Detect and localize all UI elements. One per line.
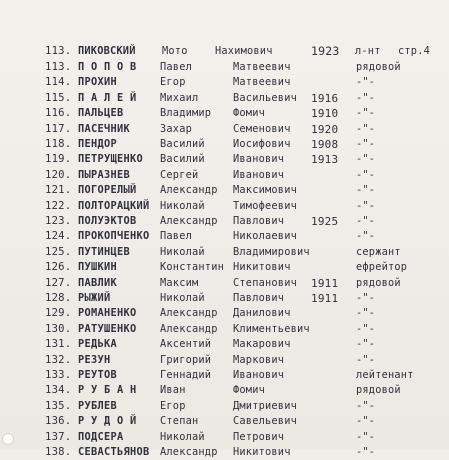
first-name: Аксентий bbox=[160, 338, 212, 351]
list-row bbox=[0, 306, 449, 321]
rank: -"- bbox=[356, 184, 376, 197]
patronymic: Иванович bbox=[233, 153, 285, 166]
patronymic: Иванович bbox=[233, 168, 285, 181]
surname: ПОГОРЕЛЫЙ bbox=[78, 184, 137, 197]
rank: -"- bbox=[356, 138, 376, 150]
row-number: 134. bbox=[45, 384, 72, 397]
first-name: Мото bbox=[162, 45, 188, 57]
list-row bbox=[0, 399, 449, 414]
first-name: Константин bbox=[160, 261, 224, 274]
birth-year: 1911 bbox=[311, 292, 339, 305]
list-row bbox=[0, 152, 449, 167]
surname: ПЕНДОР bbox=[78, 138, 117, 150]
first-name: Василий bbox=[160, 138, 205, 150]
list-row bbox=[0, 260, 449, 275]
list-row bbox=[0, 214, 449, 229]
patronymic: Семенович bbox=[233, 122, 291, 135]
rank: -"- bbox=[356, 338, 376, 351]
row-number: 132. bbox=[45, 353, 72, 366]
first-name: Егор bbox=[160, 399, 186, 412]
surname: РЕДЬКА bbox=[78, 338, 117, 351]
birth-year: 1910 bbox=[311, 107, 339, 121]
surname: РЕЗУН bbox=[78, 353, 111, 366]
first-name: Александр bbox=[160, 446, 218, 458]
rank: -"- bbox=[356, 76, 376, 89]
surname: Р У Б А Н bbox=[78, 384, 137, 397]
surname: ПРОХИН bbox=[78, 76, 117, 89]
row-number: 135. bbox=[45, 399, 72, 412]
list-row bbox=[0, 199, 449, 214]
surname: ПОДСЕРА bbox=[78, 430, 124, 443]
list-row bbox=[0, 137, 449, 152]
patronymic: Павлович bbox=[233, 215, 285, 227]
list-row bbox=[0, 183, 449, 198]
list-row bbox=[0, 322, 449, 337]
rank: рядовой bbox=[356, 276, 401, 289]
rank: -"- bbox=[356, 430, 376, 443]
row-number: 122. bbox=[45, 199, 72, 212]
first-name: Александр bbox=[160, 215, 218, 227]
first-name: Николай bbox=[160, 292, 205, 304]
rank: сержант bbox=[356, 245, 401, 258]
row-number: 128. bbox=[45, 292, 72, 304]
row-number: 136. bbox=[45, 415, 72, 428]
patronymic: Макарович bbox=[233, 338, 291, 351]
list-row bbox=[0, 75, 449, 90]
first-name: Геннадий bbox=[160, 369, 212, 381]
first-name: Захар bbox=[160, 122, 192, 135]
row-number: 119. bbox=[45, 153, 72, 166]
row-number: 126. bbox=[45, 261, 72, 274]
row-number: 118. bbox=[45, 138, 72, 150]
list-header-row bbox=[0, 44, 449, 60]
surname: П А Л Е Й bbox=[78, 91, 137, 104]
patronymic: Савельевич bbox=[233, 415, 297, 428]
surname: ПЫРАЗНЕВ bbox=[78, 168, 130, 181]
surname: ПИКОВСКИЙ bbox=[78, 45, 136, 57]
rank: рядовой bbox=[356, 384, 401, 397]
row-number: 113. bbox=[45, 45, 72, 57]
patronymic: Маркович bbox=[233, 353, 285, 366]
birth-year: 1908 bbox=[311, 138, 339, 151]
patronymic: Никитович bbox=[233, 261, 291, 274]
list-row bbox=[0, 337, 449, 352]
rank: рядовой bbox=[356, 61, 401, 73]
patronymic: Иванович bbox=[233, 369, 285, 381]
surname: РАТУШЕНКО bbox=[78, 322, 137, 335]
patronymic: Данилович bbox=[233, 307, 291, 320]
surname: СЕВАСТЬЯНОВ bbox=[78, 446, 150, 458]
row-number: 120. bbox=[45, 168, 72, 181]
patronymic: Никитович bbox=[233, 446, 291, 458]
surname: ПУТИНЦЕВ bbox=[78, 245, 130, 258]
row-number: 127. bbox=[45, 276, 72, 289]
first-name: Иван bbox=[160, 384, 186, 397]
rank: -"- bbox=[356, 446, 376, 458]
row-number: 138. bbox=[45, 446, 72, 458]
surname: РЫЖИЙ bbox=[78, 292, 111, 304]
surname: ПАЛЬЦЕВ bbox=[78, 107, 124, 120]
list-row bbox=[0, 122, 449, 137]
list-row bbox=[0, 276, 449, 291]
rank: л-нт bbox=[355, 45, 381, 57]
row-number: 124. bbox=[45, 230, 72, 243]
birth-year: 1920 bbox=[311, 122, 339, 136]
rank: -"- bbox=[356, 399, 376, 412]
rank: -"- bbox=[356, 153, 376, 166]
first-name: Максим bbox=[160, 276, 199, 289]
row-number: 130. bbox=[45, 322, 72, 335]
patronymic: Дмитриевич bbox=[233, 399, 297, 412]
rank: -"- bbox=[356, 353, 376, 366]
rank: -"- bbox=[356, 307, 376, 320]
row-number: 117. bbox=[45, 122, 72, 135]
surname: ПУШКИН bbox=[78, 261, 117, 274]
birth-year: 1911 bbox=[311, 276, 339, 290]
first-name: Александр bbox=[160, 322, 218, 335]
surname: Р У Д О Й bbox=[78, 415, 137, 428]
rank: лейтенант bbox=[356, 369, 414, 381]
surname: П О П О В bbox=[78, 61, 137, 73]
row-number: 121. bbox=[45, 184, 72, 197]
rank: ефрейтор bbox=[356, 261, 408, 274]
rank: -"- bbox=[356, 215, 376, 227]
birth-year: 1916 bbox=[311, 91, 339, 105]
row-number: 125. bbox=[45, 245, 72, 258]
first-name: Егор bbox=[160, 76, 186, 89]
first-name: Григорий bbox=[160, 353, 212, 366]
rank: -"- bbox=[356, 322, 376, 335]
row-number: 131. bbox=[45, 338, 72, 351]
first-name: Николай bbox=[160, 245, 205, 258]
list-row bbox=[0, 383, 449, 398]
surname: РЕУТОВ bbox=[78, 369, 117, 381]
first-name: Василий bbox=[160, 153, 205, 166]
patronymic: Матвеевич bbox=[233, 61, 291, 73]
patronymic: Матвеевич bbox=[233, 76, 291, 89]
row-number: 137. bbox=[45, 430, 72, 443]
first-name: Степан bbox=[160, 415, 199, 428]
list-row bbox=[0, 60, 449, 75]
patronymic: Павлович bbox=[233, 292, 285, 304]
patronymic: Фомич bbox=[233, 384, 265, 397]
surname: ПАСЕЧНИК bbox=[78, 122, 130, 135]
list-row bbox=[0, 291, 449, 306]
list-row bbox=[0, 353, 449, 368]
surname: ПРОКОПЧЕНКО bbox=[78, 230, 150, 243]
first-name: Павел bbox=[160, 61, 192, 73]
rank: -"- bbox=[356, 230, 376, 243]
surname: ПОЛУЭКТОВ bbox=[78, 215, 137, 227]
list-row bbox=[0, 168, 449, 183]
surname: ПЕТРУЩЕНКО bbox=[78, 153, 143, 166]
rank: -"- bbox=[356, 91, 376, 104]
page-number: стр.4 bbox=[398, 45, 430, 57]
rank: -"- bbox=[356, 168, 376, 181]
list-row bbox=[0, 91, 449, 106]
patronymic: Степанович bbox=[233, 276, 297, 289]
patronymic: Петрович bbox=[233, 430, 285, 443]
patronymic: Максимович bbox=[233, 184, 297, 197]
rank: -"- bbox=[356, 199, 376, 212]
row-number: 129. bbox=[45, 307, 72, 320]
birth-year: 1925 bbox=[311, 215, 339, 228]
list-row bbox=[0, 229, 449, 244]
patronymic: Иосифович bbox=[233, 138, 291, 150]
list-row bbox=[0, 245, 449, 260]
list-row bbox=[0, 445, 449, 460]
row-number: 115. bbox=[45, 91, 72, 104]
rank: -"- bbox=[356, 107, 376, 120]
row-number: 113. bbox=[45, 61, 72, 73]
first-name: Николай bbox=[160, 199, 205, 212]
first-name: Михаил bbox=[160, 91, 199, 104]
surname: ПАВЛИК bbox=[78, 276, 117, 289]
row-number: 116. bbox=[45, 107, 72, 120]
patronymic: Николаевич bbox=[233, 230, 297, 243]
first-name: Николай bbox=[160, 430, 205, 443]
list-row bbox=[0, 414, 449, 429]
birth-year: 1913 bbox=[311, 153, 339, 167]
patronymic: Нахимович bbox=[215, 45, 273, 57]
birth-year: 1923 bbox=[311, 44, 340, 58]
rank: -"- bbox=[356, 122, 376, 135]
patronymic: Фомич bbox=[233, 107, 265, 120]
list-row bbox=[0, 106, 449, 121]
list-row bbox=[0, 430, 449, 445]
row-number: 114. bbox=[45, 76, 72, 89]
row-number: 133. bbox=[45, 369, 72, 381]
surname: РОМАНЕНКО bbox=[78, 307, 137, 320]
first-name: Владимир bbox=[160, 107, 212, 120]
patronymic: Васильевич bbox=[233, 91, 297, 104]
rank: -"- bbox=[356, 292, 376, 304]
surname: ПОЛТОРАЦКИЙ bbox=[78, 199, 150, 212]
list-row bbox=[0, 368, 449, 383]
first-name: Павел bbox=[160, 230, 192, 243]
patronymic: Владимирович bbox=[233, 245, 310, 258]
patronymic: Тимофеевич bbox=[233, 199, 297, 212]
row-number: 123. bbox=[45, 215, 72, 227]
first-name: Александр bbox=[160, 307, 218, 320]
surname: РУБЛЕВ bbox=[78, 399, 117, 412]
first-name: Александр bbox=[160, 184, 218, 197]
patronymic: Климентьевич bbox=[233, 322, 310, 335]
rank: -"- bbox=[356, 415, 376, 428]
first-name: Сергей bbox=[160, 168, 199, 181]
